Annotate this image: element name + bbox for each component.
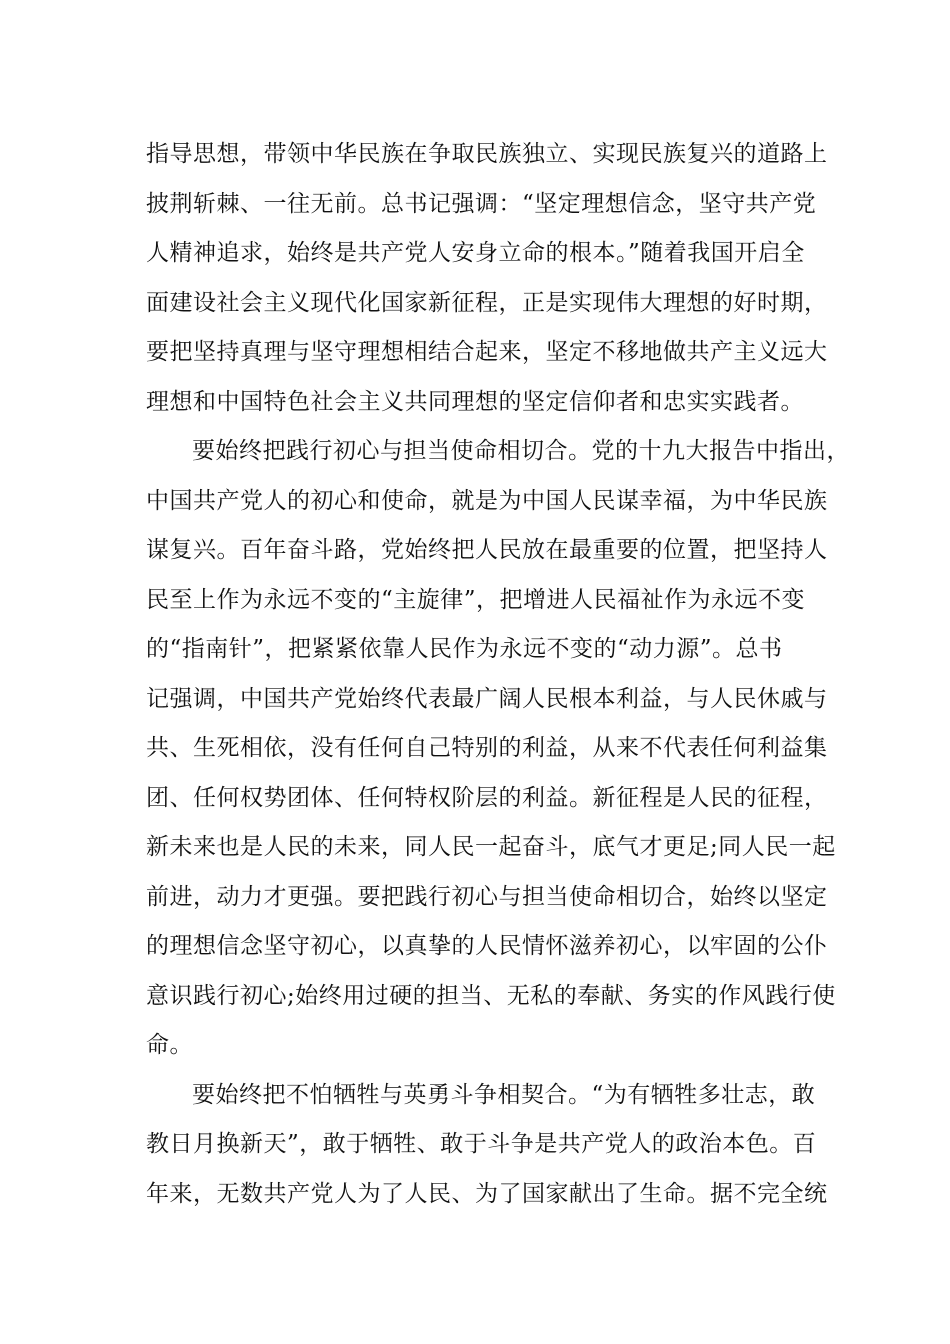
text-line: 人精神追求，始终是共产党人安身立命的根本。”随着我国开启全 (146, 240, 805, 266)
text-line: 披荆斩棘、一往无前。总书记强调：“坚定理想信念，坚守共产党 (146, 190, 817, 217)
text-line: 记强调，中国共产党始终代表最广阔人民根本利益，与人民休戚与 (146, 685, 828, 712)
text-line: 新未来也是人民的未来，同人民一起奋斗，底气才更足;同人民一起 (146, 834, 836, 860)
text-line: 教日月换新天”，敢于牺牲、敢于斗争是共产党人的政治本色。百 (146, 1131, 817, 1157)
text-line: 指导思想，带领中华民族在争取民族独立、实现民族复兴的道路上 (146, 141, 828, 167)
paragraph-first-line: 要始终把不怕牺牲与英勇斗争相契合。“为有牺牲多壮志，敢 (192, 1081, 816, 1108)
text-line: 年来，无数共产党人为了人民、为了国家献出了生命。据不完全统 (146, 1180, 828, 1207)
text-line: 理想和中国特色社会主义共同理想的坚定信仰者和忠实实践者。 (146, 388, 804, 415)
text-line: 民至上作为永远不变的“主旋律”，把增进人民福祉作为永远不变 (146, 586, 806, 613)
text-line: 团、任何权势团体、任何特权阶层的利益。新征程是人民的征程， (146, 784, 828, 811)
document-body (146, 130, 850, 1219)
text-line: 的“指南针”，把紧紧依靠人民作为永远不变的“动力源”。总书 (146, 636, 783, 662)
text-line: 前进，动力才更强。要把践行初心与担当使命相切合，始终以坚定 (146, 883, 828, 910)
text-line: 意识践行初心;始终用过硬的担当、无私的奉献、务实的作风践行使 (146, 982, 836, 1009)
text-line: 命。 (146, 1032, 193, 1058)
text-line: 中国共产党人的初心和使命，就是为中国人民谋幸福，为中华民族 (146, 487, 828, 514)
text-line: 的理想信念坚守初心，以真挚的人民情怀滋养初心，以牢固的公仆 (146, 933, 828, 959)
text-line: 要把坚持真理与坚守理想相结合起来，坚定不移地做共产主义远大 (146, 339, 828, 365)
paragraph-first-line: 要始终把践行初心与担当使命相切合。党的十九大报告中指出， (192, 438, 850, 464)
text-line: 面建设社会主义现代化国家新征程，正是实现伟大理想的好时期， (146, 289, 828, 316)
text-line: 共、生死相依，没有任何自己特别的利益，从来不代表任何利益集 (146, 735, 828, 761)
text-line: 谋复兴。百年奋斗路，党始终把人民放在最重要的位置，把坚持人 (146, 537, 828, 563)
